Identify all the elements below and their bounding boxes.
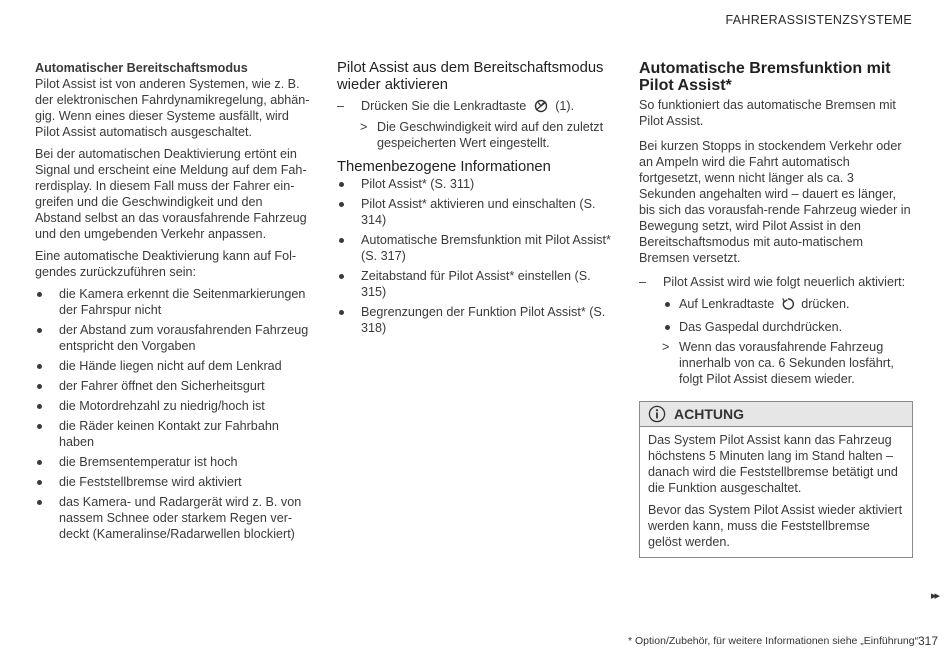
warning-text: Das System Pilot Assist kann das Fahrzeug höchstens 5 Minuten lang im Stand halten – danach wird die Feststellbremse betätigt und die Funktion ausgeschaltet. bbox=[648, 433, 898, 495]
list-item: das Kamera- und Radargerät wird z. B. von nassem Schnee oder starkem Regen ver-deckt (Kameralinse/Radarwellen blockiert) bbox=[35, 494, 310, 542]
list-item: die Motordrehzahl zu niedrig/hoch ist bbox=[35, 398, 310, 414]
result-text: Die Geschwindigkeit wird auf den zuletzt gespeicherten Wert eingestellt. bbox=[377, 120, 604, 150]
heading-standby-mode: Automatischer Bereitschaftsmodus bbox=[35, 61, 248, 75]
result-row bbox=[639, 339, 914, 387]
related-link[interactable]: Automatische Bremsfunktion mit Pilot Assist* (S. 317) bbox=[337, 232, 612, 264]
option-text: drücken. bbox=[801, 297, 850, 311]
result-marker: > bbox=[662, 340, 670, 354]
heading-reactivate: Pilot Assist aus dem Bereitschaftsmodus wieder aktivieren bbox=[337, 60, 604, 93]
list-item: Das Gaspedal durchdrücken. bbox=[639, 319, 914, 335]
result-text: Wenn das vorausfahrende Fahrzeug innerhalb von ca. 6 Sekunden losfährt, folgt Pilot Assist diesem wieder. bbox=[679, 340, 894, 386]
step-text: Pilot Assist wird wie folgt neuerlich aktiviert: bbox=[663, 275, 906, 289]
list-item: die Bremsentemperatur ist hoch bbox=[35, 454, 310, 470]
related-links-list bbox=[337, 176, 612, 336]
page-number: 317 bbox=[917, 634, 938, 648]
resume-arrow-icon bbox=[781, 297, 795, 315]
result-row bbox=[337, 119, 612, 151]
dash-marker: – bbox=[639, 275, 647, 289]
warning-header bbox=[640, 402, 912, 427]
warning-box bbox=[639, 401, 913, 558]
related-link[interactable]: Pilot Assist* aktivieren und einschalten (S. 314) bbox=[337, 196, 612, 228]
step-reference: (1). bbox=[555, 99, 575, 113]
result-marker: > bbox=[360, 120, 368, 134]
column-right bbox=[639, 60, 914, 558]
warning-info-icon bbox=[648, 405, 666, 423]
related-link[interactable]: Pilot Assist* (S. 311) bbox=[337, 176, 612, 192]
footnote: * Option/Zubehör, für weitere Informationen siehe „Einführung“. bbox=[628, 635, 921, 647]
intro-text: So funktioniert das automatische Bremsen mit Pilot Assist. bbox=[639, 98, 896, 128]
list-item: die Hände liegen nicht auf dem Lenkrad bbox=[35, 358, 310, 374]
step-row bbox=[639, 274, 914, 290]
next-page-arrows-icon: ▸▸ bbox=[930, 590, 938, 602]
column-left bbox=[35, 60, 310, 546]
step-row bbox=[337, 98, 612, 117]
section-title: FAHRERASSISTENZSYSTEME bbox=[725, 13, 912, 27]
list-item: die Räder keinen Kontakt zur Fahrbahn haben bbox=[35, 418, 310, 450]
list-item: die Kamera erkennt die Seitenmarkierungen der Fahrspur nicht bbox=[35, 286, 310, 318]
heading-auto-brake: Automatische Bremsfunktion mit Pilot Assist* bbox=[639, 60, 891, 94]
step-text: Drücken Sie die Lenkradtaste bbox=[361, 99, 527, 113]
paragraph: Bei der automatischen Deaktivierung ertönt ein Signal und erscheint eine Meldung auf dem Fah-rerdisplay. In diesem Fall muss der Fahrer ein-greifen und die Geschwindigkeit und den Abstand selbst an das vorausfahrende Fahrzeug und den umgebenden Verkehr anpassen. bbox=[35, 147, 307, 241]
column-middle bbox=[337, 60, 612, 340]
related-link[interactable]: Begrenzungen der Funktion Pilot Assist* (S. 318) bbox=[337, 304, 612, 336]
warning-title: ACHTUNG bbox=[674, 406, 744, 422]
paragraph: Pilot Assist ist von anderen Systemen, wie z. B. der elektronischen Fahrdynamikregelung, abhän-gig. Wenn eines dieser Systeme ausfällt, wird Pilot Assist automatisch ausgeschaltet. bbox=[35, 77, 310, 139]
reactivation-options bbox=[639, 296, 914, 335]
list-item: der Fahrer öffnet den Sicherheitsgurt bbox=[35, 378, 310, 394]
deactivation-reasons-list bbox=[35, 286, 310, 542]
heading-related-info: Themenbezogene Informationen bbox=[337, 159, 551, 175]
list-item bbox=[639, 296, 914, 315]
steering-wheel-resume-icon bbox=[533, 99, 549, 117]
warning-body bbox=[640, 427, 912, 557]
dash-marker: – bbox=[337, 99, 345, 113]
option-text: Auf Lenkradtaste bbox=[679, 297, 775, 311]
paragraph: Eine automatische Deaktivierung kann auf Fol-gendes zurückzuführen sein: bbox=[35, 249, 297, 279]
list-item: der Abstand zum vorausfahrenden Fahrzeug entspricht den Vorgaben bbox=[35, 322, 310, 354]
related-link[interactable]: Zeitabstand für Pilot Assist* einstellen (S. 315) bbox=[337, 268, 612, 300]
list-item: die Feststellbremse wird aktiviert bbox=[35, 474, 310, 490]
paragraph: Bei kurzen Stopps in stockendem Verkehr oder an Ampeln wird die Fahrt automatisch fortgesetzt, wenn nicht länger als ca. 3 Sekunden angehalten wird – dauert es länger, bis sich das vorausfah-rende Fahrzeug wieder in Bewegung setzt, wird Pilot Assist in den Bereitschaftsmodus mit auto-matischem Bremsen versetzt. bbox=[639, 139, 911, 265]
warning-text: Bevor das System Pilot Assist wieder aktiviert werden kann, muss die Feststellbremse gelöst werden. bbox=[648, 503, 903, 549]
